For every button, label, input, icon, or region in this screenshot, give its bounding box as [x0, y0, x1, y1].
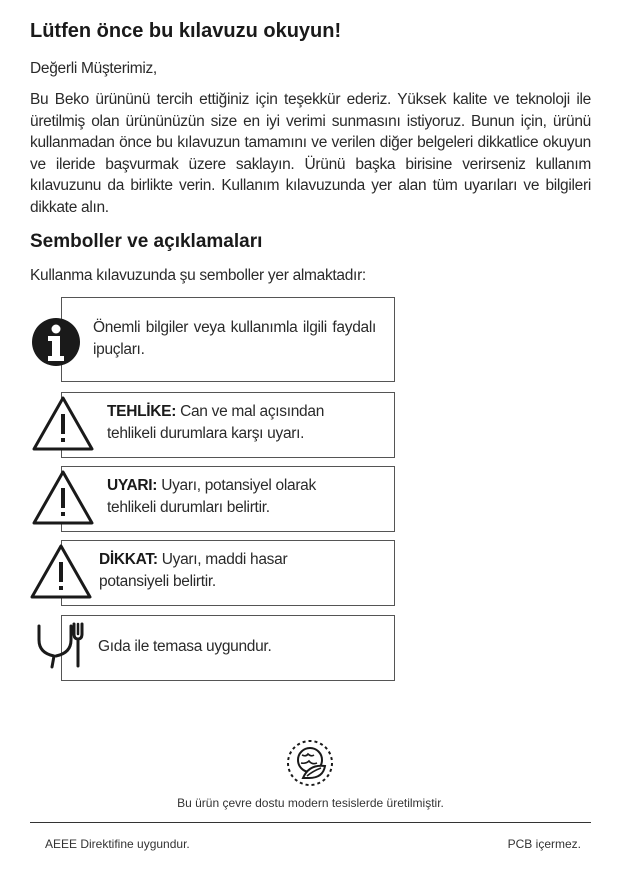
warning-text	[107, 475, 316, 519]
danger-text	[107, 401, 324, 445]
caution-line1: Uyarı, maddi hasar	[161, 551, 288, 568]
intro-paragraph: Bu Beko ürününü tercih ettiğiniz için teşekkür ederiz. Yüksek kalite ve teknoloji ile üretilmiş olan ürününüzün size en iyi verimi sunmasını istiyoruz. Bunun için, ürünü kullanmadan önce bu kılavuzun tamamını ve verilen diğer belgeleri dikkatlice okuyun ve ileride başvurmak üzere saklayın. Ürünü başka birisine verirseniz kullanım kılavuzunu da birlikte verin. Kullanım kılavuzunda yer alan tüm uyarıları ve bilgileri dikkate alın.	[30, 91, 591, 216]
danger-label: TEHLİKE:	[107, 403, 177, 420]
footer-weee: AEEE Direktifine uygundur.	[45, 837, 190, 851]
page-title: Lütfen önce bu kılavuzu okuyun!	[30, 20, 342, 42]
eco-note: Bu ürün çevre dostu modern tesislerde üretilmiştir.	[177, 796, 444, 810]
caution-text	[99, 549, 287, 593]
footer-divider	[30, 822, 591, 823]
danger-line1: Can ve mal açısından	[180, 403, 325, 420]
food-safe-icon	[36, 620, 90, 670]
warning-triangle-icon	[30, 468, 96, 528]
warning-line2: tehlikeli durumları belirtir.	[107, 499, 270, 516]
info-text: Önemli bilgiler veya kullanımla ilgili faydalı ipuçları.	[93, 319, 376, 358]
symbols-heading: Semboller ve açıklamaları	[30, 231, 263, 252]
warning-triangle-icon	[28, 542, 94, 602]
greeting: Değerli Müşterimiz,	[30, 60, 157, 77]
symbols-intro: Kullanma kılavuzunda şu semboller yer almaktadır:	[30, 267, 366, 284]
warning-triangle-icon	[30, 394, 96, 454]
danger-line2: tehlikeli durumlara karşı uyarı.	[107, 425, 305, 442]
food-text: Gıda ile temasa uygundur.	[98, 638, 272, 655]
caution-label: DİKKAT:	[99, 551, 158, 568]
warning-label: UYARI:	[107, 477, 158, 494]
eco-globe-icon	[285, 738, 335, 788]
info-icon	[31, 317, 81, 367]
warning-line1: Uyarı, potansiyel olarak	[161, 477, 316, 494]
footer-pcb: PCB içermez.	[507, 837, 581, 851]
caution-line2: potansiyeli belirtir.	[99, 573, 216, 590]
